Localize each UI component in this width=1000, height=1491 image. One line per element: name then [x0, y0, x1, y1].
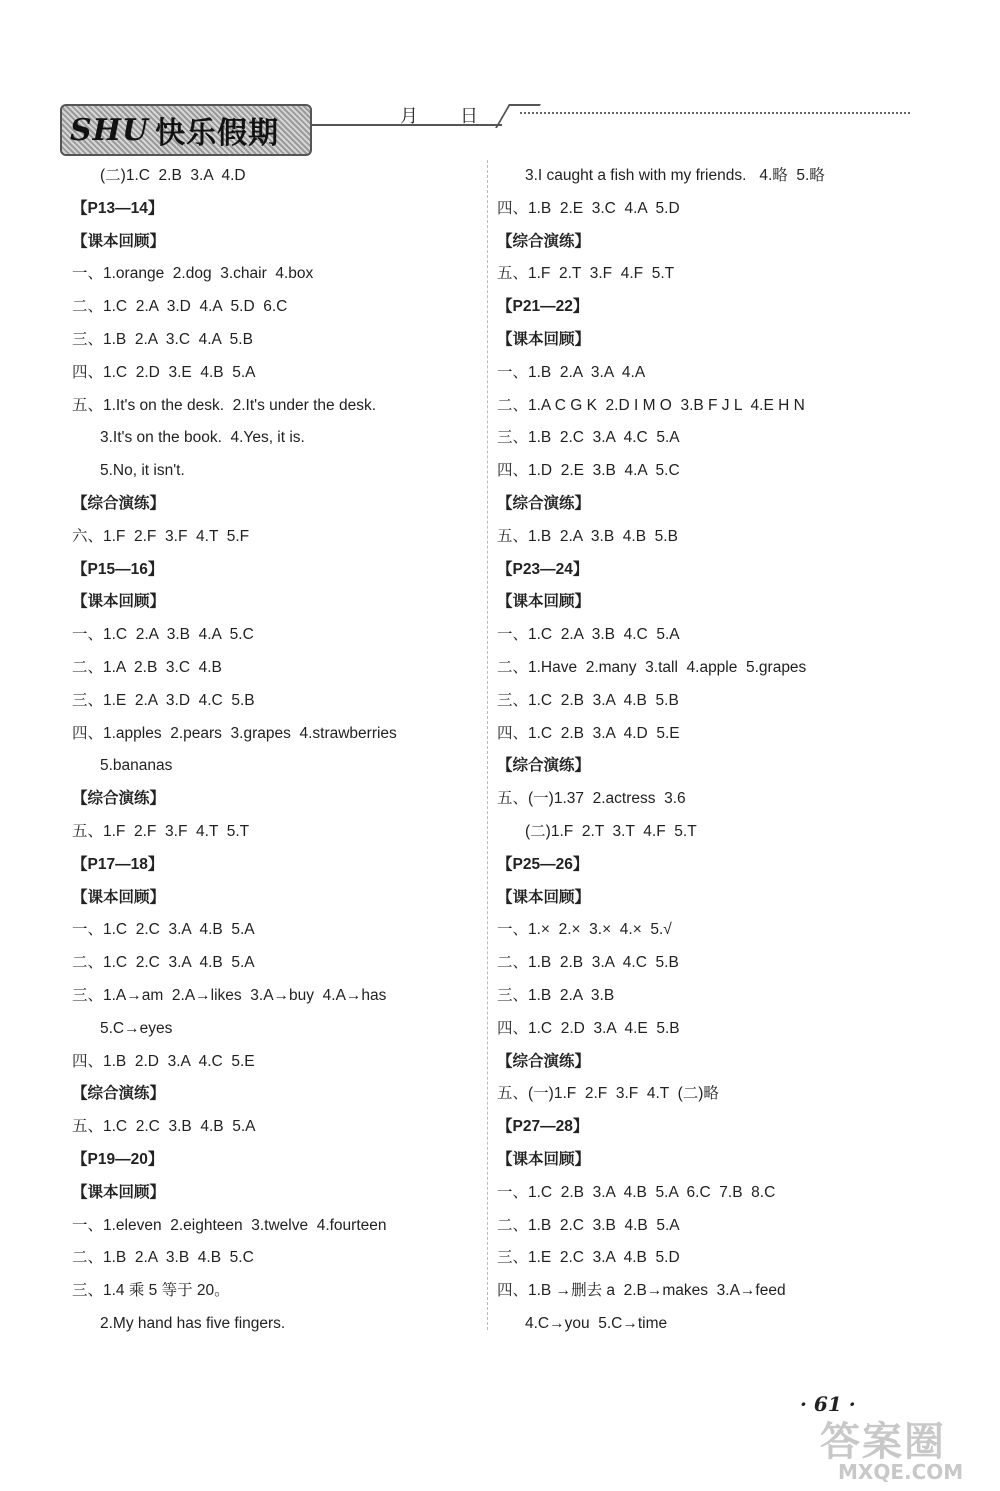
answer-line: 二、1.C 2.A 3.D 4.A 5.D 6.C [72, 298, 288, 316]
section-heading: 【课本回顾】 [497, 593, 591, 611]
header-dotted-line [520, 112, 910, 114]
answer-line: 三、1.4 乘 5 等于 20。 [72, 1282, 230, 1300]
logo-title: 快乐假期 [155, 116, 280, 151]
answer-line: 五、1.It's on the desk. 2.It's under the desk. [72, 396, 377, 414]
answer-line: 三、1.B 2.A 3.B [497, 986, 615, 1004]
answer-line: 一、1.C 2.C 3.A 4.B 5.A [72, 921, 255, 939]
answer-line: 四、1.C 2.B 3.A 4.D 5.E [497, 724, 680, 742]
section-heading: 【课本回顾】 [72, 1183, 166, 1201]
answer-line: 3.It's on the book. 4.Yes, it is. [100, 429, 305, 447]
answer-line: 五、1.F 2.T 3.F 4.F 5.T [497, 265, 675, 283]
answer-line: 四、1.C 2.D 3.A 4.E 5.B [497, 1019, 680, 1037]
answer-line: 三、1.E 2.A 3.D 4.C 5.B [72, 691, 255, 709]
answer-line: 一、1.C 2.A 3.B 4.A 5.C [72, 626, 254, 644]
answer-line: 五、1.F 2.F 3.F 4.T 5.T [72, 822, 250, 840]
answer-line: 2.My hand has five fingers. [100, 1314, 286, 1332]
section-heading: 【课本回顾】 [72, 593, 166, 611]
answer-line: 二、1.B 2.B 3.A 4.C 5.B [497, 954, 679, 972]
section-heading: 【P23—24】 [497, 560, 589, 578]
section-heading: 【综合演练】 [72, 1085, 166, 1103]
answer-line: 二、1.C 2.C 3.A 4.B 5.A [72, 954, 255, 972]
answer-line: 一、1.C 2.B 3.A 4.B 5.A 6.C 7.B 8.C [497, 1183, 776, 1201]
section-heading: 【综合演练】 [72, 494, 166, 512]
answer-line: 三、1.B 2.C 3.A 4.C 5.A [497, 429, 680, 447]
left-answer-column [72, 160, 482, 1341]
answer-line: 三、1.A→am 2.A→likes 3.A→buy 4.A→has [72, 986, 387, 1004]
section-heading: 【综合演练】 [497, 494, 591, 512]
section-heading: 【P15—16】 [72, 560, 164, 578]
answer-line: 一、1.× 2.× 3.× 4.× 5.√ [497, 921, 672, 939]
section-heading: 【P25—26】 [497, 855, 589, 873]
section-heading: 【综合演练】 [72, 790, 166, 808]
answer-line: 四、1.C 2.D 3.E 4.B 5.A [72, 363, 256, 381]
answer-line: 四、1.D 2.E 3.B 4.A 5.C [497, 462, 680, 480]
answer-line: 二、1.Have 2.many 3.tall 4.apple 5.grapes [497, 658, 807, 676]
answer-line: 5.No, it isn't. [100, 462, 185, 480]
answer-line: 四、1.B 2.D 3.A 4.C 5.E [72, 1052, 255, 1070]
answer-line: 一、1.eleven 2.eighteen 3.twelve 4.fourteen [72, 1216, 387, 1234]
answer-line: 5.C→eyes [100, 1019, 173, 1037]
answer-line: 二、1.B 2.C 3.B 4.B 5.A [497, 1216, 680, 1234]
section-heading: 【课本回顾】 [497, 330, 591, 348]
month-label: 月 [400, 106, 418, 127]
answer-line: 一、1.B 2.A 3.A 4.A [497, 363, 646, 381]
page-header [60, 100, 910, 158]
watermark-logo: 答案圈 [820, 1419, 946, 1465]
answer-line: 一、1.orange 2.dog 3.chair 4.box [72, 265, 314, 283]
answer-line: 六、1.F 2.F 3.F 4.T 5.F [72, 527, 250, 545]
answer-line: 5.bananas [100, 757, 173, 775]
section-heading: 【P27—28】 [497, 1118, 589, 1136]
section-heading: 【P17—18】 [72, 855, 164, 873]
section-heading: 【P19—20】 [72, 1150, 164, 1168]
day-label: 日 [460, 106, 478, 127]
section-heading: 【课本回顾】 [72, 232, 166, 250]
page-number: · 61 · [800, 1392, 856, 1416]
logo-prefix: SHU [70, 112, 150, 148]
column-divider [487, 160, 488, 1330]
watermark-url: MXQE.COM [838, 1460, 964, 1484]
answer-line: 五、(一)1.F 2.F 3.F 4.T (二)略 [497, 1085, 719, 1103]
answer-line: 三、1.C 2.B 3.A 4.B 5.B [497, 691, 679, 709]
section-heading: 【综合演练】 [497, 1052, 591, 1070]
answer-line: 3.I caught a fish with my friends. 4.略 5.略 [525, 167, 825, 184]
section-heading: 【课本回顾】 [497, 1150, 591, 1168]
header-slash-decoration [495, 104, 541, 128]
answer-line: 三、1.B 2.A 3.C 4.A 5.B [72, 330, 253, 348]
answer-line: 四、1.B →删去 a 2.B→makes 3.A→feed [497, 1282, 786, 1300]
book-logo [60, 104, 312, 156]
right-answer-column [497, 160, 917, 1341]
answer-line: 二、1.A C G K 2.D I M O 3.B F J L 4.E H N [497, 396, 805, 414]
answer-line: 4.C→you 5.C→time [525, 1314, 668, 1332]
section-heading: 【综合演练】 [497, 757, 591, 775]
answer-line: 四、1.B 2.E 3.C 4.A 5.D [497, 199, 680, 217]
section-heading: 【综合演练】 [497, 232, 591, 250]
answer-line: 三、1.E 2.C 3.A 4.B 5.D [497, 1249, 680, 1267]
section-heading: 【课本回顾】 [72, 888, 166, 906]
answer-line: 四、1.apples 2.pears 3.grapes 4.strawberries [72, 724, 397, 742]
answer-line: (二)1.C 2.B 3.A 4.D [100, 167, 246, 184]
answer-line: 一、1.C 2.A 3.B 4.C 5.A [497, 626, 680, 644]
section-heading: 【P13—14】 [72, 199, 164, 217]
answer-line: 五、1.C 2.C 3.B 4.B 5.A [72, 1118, 256, 1136]
section-heading: 【P21—22】 [497, 298, 589, 316]
answer-line: (二)1.F 2.T 3.T 4.F 5.T [525, 822, 697, 840]
answer-line: 五、1.B 2.A 3.B 4.B 5.B [497, 527, 678, 545]
answer-line: 五、(一)1.37 2.actress 3.6 [497, 790, 686, 808]
section-heading: 【课本回顾】 [497, 888, 591, 906]
answer-line: 二、1.B 2.A 3.B 4.B 5.C [72, 1249, 254, 1267]
answer-line: 二、1.A 2.B 3.C 4.B [72, 658, 222, 676]
